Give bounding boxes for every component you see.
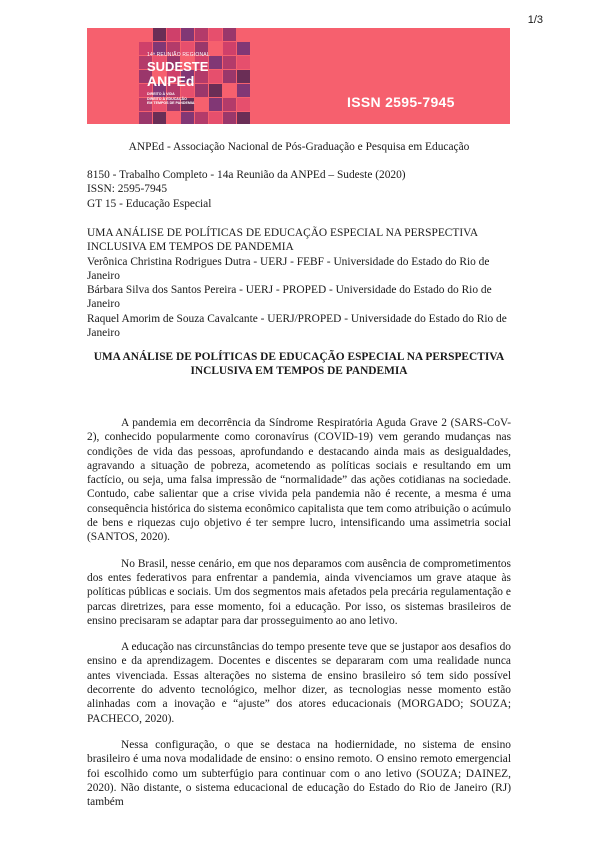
header-block xyxy=(87,226,511,340)
body-paragraph: A pandemia em decorrência da Síndrome Respiratória Aguda Grave 2 (SARS-CoV-2), conhecido popularmente como coronavírus (COVID-19) vem gerando mudanças nas condições de vida das pessoas, aprofundando e destacando ainda mais as desigualdades, agravando a situação de pobreza, acometendo as políticas sociais e resultando em um factício, ou seja, uma falsa impressão de “normalidade” das ações cotidianas na sociedade. Contudo, cabe salientar que a crise vivida pela pandemia não é recente, a mesma é uma consequência histórica do sistema econômico capitalista que tem como atribuição o acúmulo de bens e riquezas cujo objetivo é ter sempre lucro, intensificando uma assimetria social (SANTOS, 2020). xyxy=(87,417,511,544)
logo-tagline xyxy=(147,92,247,106)
body-paragraph: No Brasil, nesse cenário, em que nos deparamos com ausência de comprometimentos dos entes federativos para enfrentar a pandemia, ainda vivenciamos um grave ataque às políticas públicas e sociais. Um dos segmentos mais afetados pela precária regulamentação e parcas diretrizes, para esse momento, foi a educação. Por isso, os sistemas brasileiros de ensino precisaram se adaptar para dar prosseguimento ao ano letivo. xyxy=(87,557,511,627)
meta-line: ISSN: 2595-7945 xyxy=(87,183,168,196)
mosaic-tile xyxy=(209,28,222,41)
header-title-line: UMA ANÁLISE DE POLÍTICAS DE EDUCAÇÃO ESPECIAL NA PERSPECTIVA xyxy=(87,227,479,239)
paper-title-line: INCLUSIVA EM TEMPOS DE PANDEMIA xyxy=(190,365,408,378)
logo-edition: 14ª REUNIÃO REGIONAL xyxy=(147,52,210,58)
tagline-line: DIREITO À VIDA xyxy=(147,92,175,96)
tagline-line: EM TEMPOS DE PANDEMIA xyxy=(147,101,195,106)
mosaic-tile xyxy=(181,28,194,41)
mosaic-tile xyxy=(153,112,166,124)
mosaic-tile xyxy=(139,112,152,124)
logo-region: SUDESTE xyxy=(147,59,209,74)
body-paragraph: A educação nas circunstâncias do tempo presente teve que se justapor aos desafios do ensino e da aprendizagem. Docentes e discentes se depararam com uma realidade nunca antes vivenciada. Essas alterações no sistema de ensino brasileiro só tem sido possível decorrente do advento tecnológico, melhor dizer, as tecnologias nesse momento estão alinhadas com a inovação e “ajuste” dos atores educacionais (MORGADO; SOUZA; PACHECO, 2020). xyxy=(87,641,511,725)
author-line: Bárbara Silva dos Santos Pereira - UERJ - PROPED - Universidade do Estado do Rio de xyxy=(87,284,492,297)
page-number: 1/3 xyxy=(527,14,543,26)
banner-issn: ISSN 2595-7945 xyxy=(347,94,455,110)
mosaic-tile xyxy=(181,112,194,124)
logo-name: ANPEd xyxy=(147,73,195,89)
author-line: Raquel Amorim de Souza Cavalcante - UERJ/PROPED - Universidade do Estado do Rio de xyxy=(87,312,507,325)
author-line: Verônica Christina Rodrigues Dutra - UERJ - FEBF - Universidade do Estado do Rio de xyxy=(87,255,490,268)
author-line: Janeiro xyxy=(87,327,120,340)
body-text xyxy=(87,416,511,821)
body-paragraph: Nessa configuração, o que se destaca na hodiernidade, no sistema de ensino brasileiro é uma nova modalidade de ensino: o ensino remoto. O ensino remoto emergencial foi escolhido como um subterfúgio para continuar com o ano letivo (SOUZA; DAINEZ, 2020). Não distante, o sistema educacional de educação do Estado do Rio de Janeiro (RJ) também xyxy=(87,738,511,809)
paper-title-line: UMA ANÁLISE DE POLÍTICAS DE EDUCAÇÃO ESPECIAL NA PERSPECTIVA xyxy=(93,351,505,363)
mosaic-tile xyxy=(167,28,180,41)
mosaic-tile xyxy=(209,112,222,124)
submission-meta xyxy=(87,168,511,211)
mosaic-tile xyxy=(237,112,250,124)
organization-line: ANPEd - Associação Nacional de Pós-Graduação e Pesquisa em Educação xyxy=(128,141,470,153)
tagline-line: DIREITO À EDUCAÇÃO xyxy=(147,96,187,101)
author-line: Janeiro xyxy=(87,269,120,282)
conference-banner xyxy=(87,28,510,124)
paper-title xyxy=(87,350,511,379)
mosaic-tile xyxy=(195,112,208,124)
header-title-line: INCLUSIVA EM TEMPOS DE PANDEMIA xyxy=(87,241,294,254)
anped-logo xyxy=(147,53,247,106)
author-line: Janeiro xyxy=(87,298,120,311)
mosaic-tile xyxy=(153,28,166,41)
mosaic-tile xyxy=(223,112,236,124)
meta-line: GT 15 - Educação Especial xyxy=(87,197,212,210)
mosaic-tile xyxy=(195,28,208,41)
meta-line: 8150 - Trabalho Completo - 14a Reunião da ANPEd – Sudeste (2020) xyxy=(87,169,406,181)
mosaic-tile xyxy=(223,28,236,41)
